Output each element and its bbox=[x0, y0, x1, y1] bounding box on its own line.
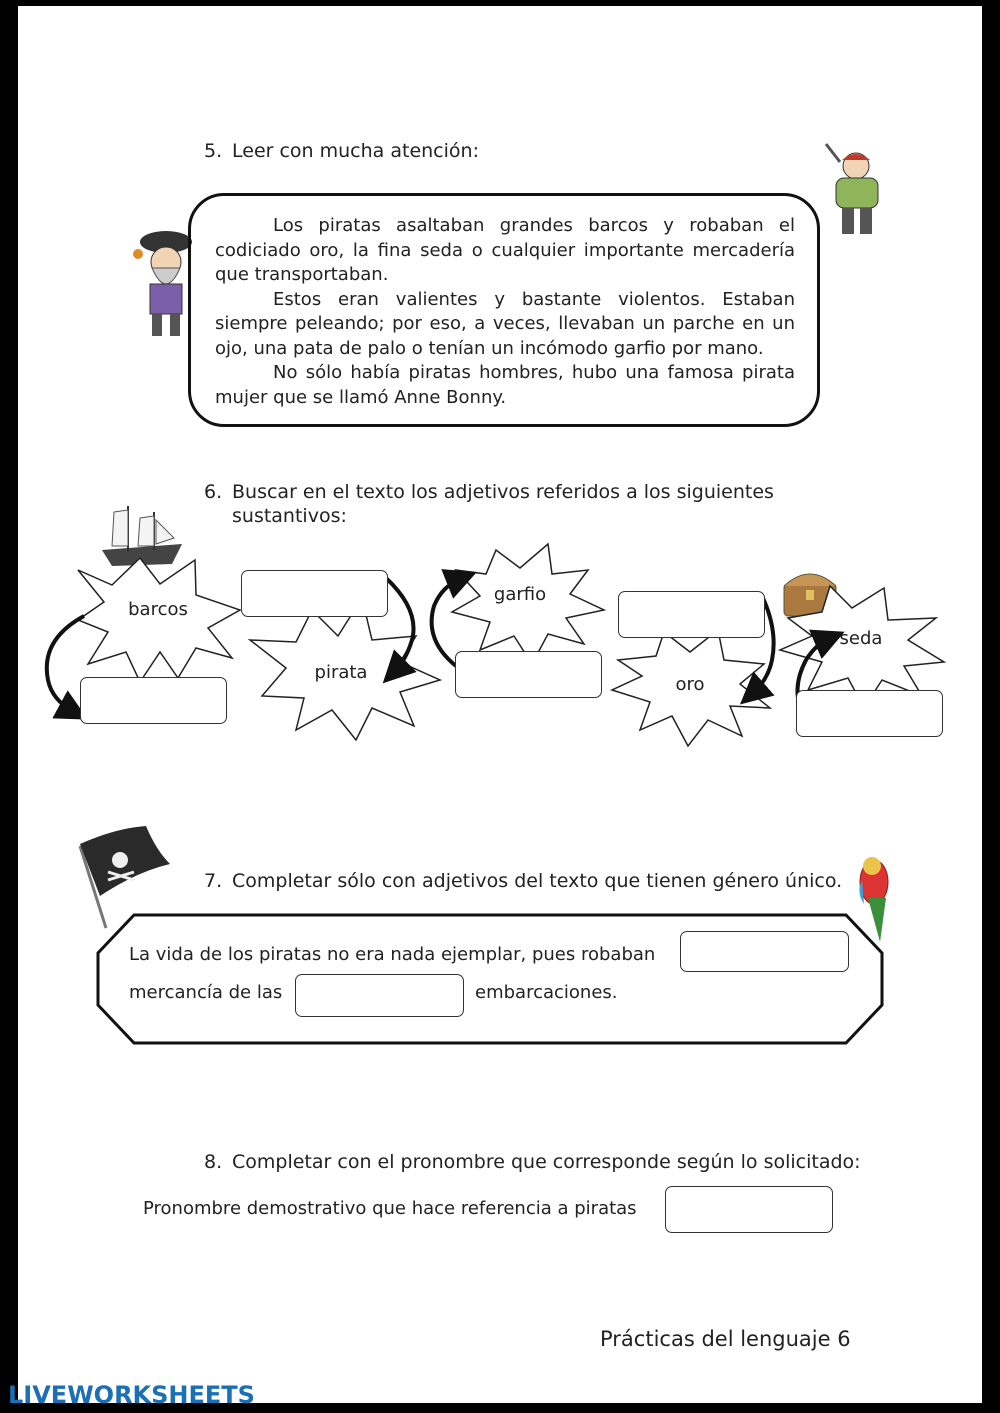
liveworksheets-logo[interactable] bbox=[8, 1381, 255, 1409]
word-seda: seda bbox=[839, 628, 883, 649]
answer-box-q8[interactable] bbox=[665, 1186, 833, 1233]
answer-box-barcos[interactable] bbox=[80, 677, 227, 724]
answer-box-pirata[interactable] bbox=[241, 570, 388, 617]
liveworksheets-logo-text: LIVEWORKSHEETS bbox=[8, 1381, 255, 1409]
q6-title: 6. Buscar en el texto los adjetivos referidos a los siguientes sustantivos: bbox=[204, 481, 774, 527]
q7-line2-a: mercancía de las bbox=[129, 982, 283, 1003]
q7-line2-b: embarcaciones. bbox=[475, 982, 618, 1003]
q7-line1: La vida de los piratas no era nada ejemplar, pues robaban bbox=[129, 944, 656, 965]
q8-prompt: Pronombre demostrativo que hace referencia a piratas bbox=[143, 1198, 637, 1219]
word-garfio: garfio bbox=[493, 584, 547, 605]
reading-passage bbox=[188, 193, 820, 427]
answer-box-oro[interactable] bbox=[618, 591, 765, 638]
reading-paragraph: Estos eran valientes y bastante violentos. Estaban siempre peleando; por eso, a veces, llevaban un parche en un ojo, una pata de palo o tenían un incómodo garfio por mano. bbox=[215, 288, 795, 359]
word-pirata: pirata bbox=[314, 662, 368, 683]
q8-title: 8. Completar con el pronombre que corresponde según lo solicitado: bbox=[204, 1151, 861, 1173]
burst-barcos bbox=[78, 558, 240, 682]
arrow-barcos bbox=[47, 616, 84, 712]
answer-box-seda[interactable] bbox=[796, 690, 943, 737]
answer-box-garfio[interactable] bbox=[455, 651, 602, 698]
q7-title: 7. Completar sólo con adjetivos del texto que tienen género único. bbox=[204, 870, 843, 892]
reading-paragraph: Los piratas asaltaban grandes barcos y robaban el codiciado oro, la fina seda o cualquier importante mercadería que transportaban. bbox=[215, 215, 795, 285]
footer-subject: Prácticas del lenguaje 6 bbox=[600, 1327, 851, 1351]
answer-box-q7-2[interactable] bbox=[295, 974, 464, 1017]
word-oro: oro bbox=[675, 674, 705, 695]
q5-title: 5. Leer con mucha atención: bbox=[204, 140, 479, 162]
word-barcos: barcos bbox=[128, 599, 188, 620]
reading-paragraph: No sólo había piratas hombres, hubo una famosa pirata mujer que se llamó Anne Bonny. bbox=[215, 362, 795, 408]
answer-box-q7-1[interactable] bbox=[680, 931, 849, 972]
